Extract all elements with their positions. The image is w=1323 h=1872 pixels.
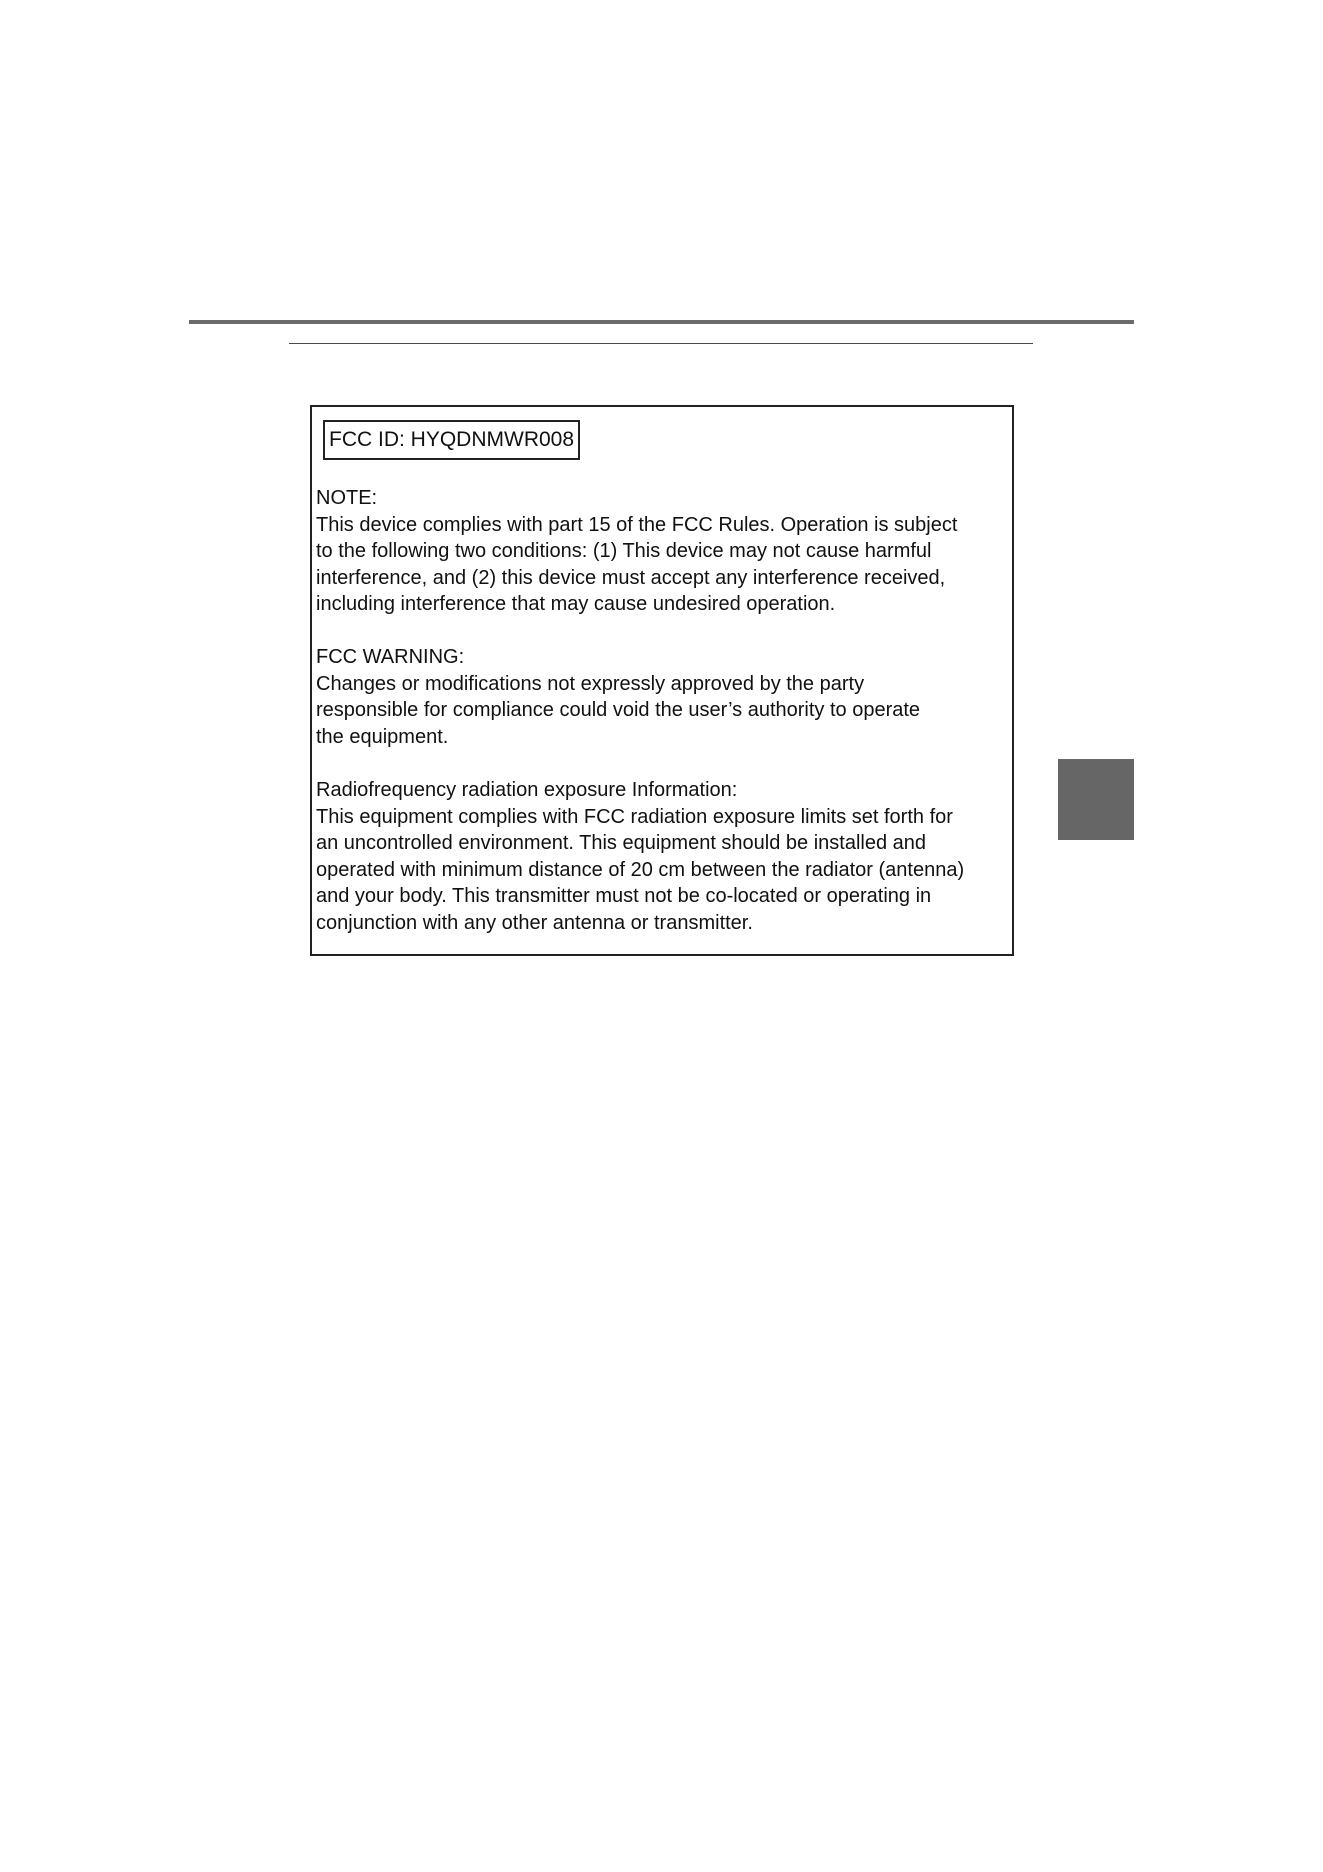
header-rule-thin: [289, 343, 1033, 344]
rf-exposure-line: and your body. This transmitter must not be co-located or operating in: [316, 885, 932, 908]
note-section: [316, 485, 1016, 618]
note-heading: NOTE:: [316, 487, 378, 509]
rf-exposure-line: operated with minimum distance of 20 cm between the radiator (antenna): [316, 858, 965, 881]
warning-line: Changes or modifications not expressly approved by the party: [316, 672, 865, 695]
rf-exposure-line: conjunction with any other antenna or transmitter.: [316, 911, 753, 934]
fcc-notice-box: [310, 405, 1014, 956]
chapter-side-tab: [1058, 759, 1134, 840]
rf-exposure-section: [316, 777, 1016, 937]
warning-line: the equipment.: [316, 725, 449, 748]
note-line: interference, and (2) this device must accept any interference received,: [316, 566, 946, 589]
fcc-warning-section: [316, 644, 1016, 750]
warning-line: responsible for compliance could void the user’s authority to operate: [316, 699, 921, 722]
warning-heading: FCC WARNING:: [316, 646, 465, 668]
note-line: This device complies with part 15 of the FCC Rules. Operation is subject: [316, 513, 958, 536]
rf-exposure-heading: Radiofrequency radiation exposure Information:: [316, 779, 738, 801]
rf-exposure-line: This equipment complies with FCC radiation exposure limits set forth for: [316, 805, 953, 828]
header-rule-thick: [189, 320, 1134, 324]
fcc-id-label: FCC ID: HYQDNMWR008: [323, 420, 580, 460]
note-line: to the following two conditions: (1) This device may not cause harmful: [316, 540, 932, 563]
rf-exposure-line: an uncontrolled environment. This equipment should be installed and: [316, 832, 927, 855]
note-line: including interference that may cause undesired operation.: [316, 593, 836, 616]
